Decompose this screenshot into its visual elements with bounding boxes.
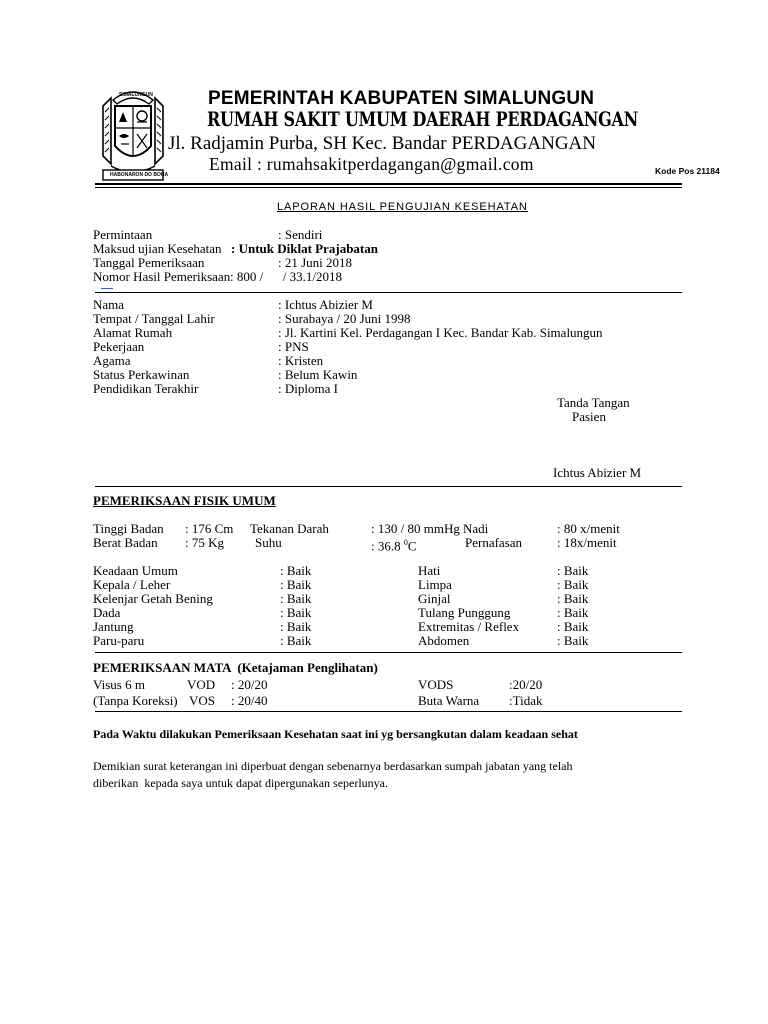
section-divider	[95, 652, 682, 653]
organ-label: Paru-paru	[93, 633, 145, 648]
identity-value: : Surabaya / 20 Juni 1998	[278, 311, 411, 326]
organ-label: Dada	[93, 605, 121, 620]
identity-label: Agama	[93, 353, 131, 368]
organ-value: : Baik	[557, 605, 589, 620]
request-value: : 800 / / 33.1/2018	[230, 269, 342, 284]
organ-value: : Baik	[557, 619, 589, 634]
signature-name: Ichtus Abizier M	[553, 465, 642, 480]
identity-label: Alamat Rumah	[93, 325, 173, 340]
organ-value: : Baik	[557, 591, 589, 606]
organ-label: Hati	[418, 563, 441, 578]
fisik-heading: PEMERIKSAAN FISIK UMUM	[93, 493, 276, 508]
simalungun-emblem-logo	[97, 86, 169, 186]
request-label: Tanggal Pemeriksaan	[93, 255, 205, 270]
letterhead-divider-thin	[95, 187, 682, 188]
request-label: Maksud ujian Kesehatan	[93, 241, 222, 256]
vital-value: : 80 x/menit	[557, 521, 620, 536]
organ-label: Kepala / Leher	[93, 577, 171, 592]
identity-label: Tempat / Tanggal Lahir	[93, 311, 215, 326]
section-divider	[95, 711, 682, 712]
request-value: : 21 Juni 2018	[278, 255, 353, 270]
organ-value: : Baik	[280, 619, 312, 634]
degree-symbol: 0	[403, 538, 408, 547]
organ-label: Abdomen	[418, 633, 470, 648]
identity-value: : Kristen	[278, 353, 324, 368]
request-label: Nomor Hasil Pemeriksaan	[93, 269, 231, 284]
buta-warna-label: Buta Warna	[418, 693, 480, 708]
logo-top-text: SIMALUNGUN	[119, 92, 153, 98]
signature-caption: Tanda Tangan	[557, 395, 630, 410]
vital-label: Nadi	[463, 521, 489, 536]
request-value: : Sendiri	[278, 227, 323, 242]
organ-value: : Baik	[280, 591, 312, 606]
identity-label: Pendidikan Terakhir	[93, 381, 199, 396]
vos-label: VOS	[189, 693, 216, 708]
temperature-unit: C	[407, 538, 417, 554]
organ-label: Extremitas / Reflex	[418, 619, 520, 634]
vital-label: Pernafasan	[465, 535, 523, 550]
header-government: PEMERINTAH KABUPATEN SIMALUNGUN	[208, 88, 595, 109]
logo-bottom-text: HABONARON DO BONA	[110, 172, 169, 178]
header-address: Jl. Radjamin Purba, SH Kec. Bandar PERDAGANGAN	[168, 133, 596, 154]
organ-value: : Baik	[280, 563, 312, 578]
vital-value: : 130 / 80 mmHg	[371, 521, 460, 536]
organ-label: Ginjal	[418, 591, 451, 606]
organ-value: : Baik	[280, 577, 312, 592]
vital-value	[371, 536, 417, 553]
buta-warna-value: :Tidak	[509, 693, 543, 708]
vital-label: Suhu	[255, 535, 282, 550]
vod-label: VOD	[187, 677, 216, 692]
organ-value: : Baik	[557, 577, 589, 592]
vos-value: : 20/40	[231, 693, 268, 708]
letterhead-divider-thick	[95, 183, 682, 185]
vital-value: : 176 Cm	[185, 521, 234, 536]
organ-value: : Baik	[557, 633, 589, 648]
organ-label: Kelenjar Getah Bening	[93, 591, 213, 606]
conclusion-text: Pada Waktu dilakukan Pemeriksaan Kesehatan saat ini yg bersangkutan dalam keadaan sehat	[93, 727, 578, 741]
identity-label: Pekerjaan	[93, 339, 145, 354]
vital-value: : 18x/menit	[557, 535, 617, 550]
header-hospital-name: RUMAH SAKIT UMUM DAERAH PERDAGANGAN	[207, 108, 639, 131]
identity-value: : Jl. Kartini Kel. Perdagangan I Kec. Bandar Kab. Simalungun	[278, 325, 603, 340]
identity-label: Nama	[93, 297, 125, 312]
organ-label: Jantung	[93, 619, 134, 634]
organ-label: Limpa	[418, 577, 452, 592]
vod-value: : 20/20	[231, 677, 268, 692]
identity-value: : Diploma I	[278, 381, 338, 396]
vital-label: Tinggi Badan	[93, 521, 164, 536]
request-value: : Untuk Diklat Prajabatan	[231, 241, 378, 256]
organ-label: Keadaan Umum	[93, 563, 178, 578]
blue-mark	[101, 288, 113, 289]
section-divider	[95, 486, 682, 487]
organ-label: Tulang Punggung	[418, 605, 511, 620]
koreksi-label: (Tanpa Koreksi)	[93, 693, 178, 708]
identity-value: : PNS	[278, 339, 309, 354]
vital-value: : 75 Kg	[185, 535, 224, 550]
closing-text-line1: Demikian surat keterangan ini diperbuat dengan sebenarnya berdasarkan sumpah jabatan yang telah	[93, 759, 573, 773]
request-label: Permintaan	[93, 227, 153, 242]
report-title: LAPORAN HASIL PENGUJIAN KESEHATAN	[277, 201, 528, 213]
vital-label: Berat Badan	[93, 535, 158, 550]
organ-value: : Baik	[557, 563, 589, 578]
signature-caption-patient: Pasien	[572, 409, 606, 424]
vital-label: Tekanan Darah	[250, 521, 329, 536]
organ-value: : Baik	[280, 605, 312, 620]
vods-value: :20/20	[509, 677, 543, 692]
header-postal-code: Kode Pos 21184	[655, 166, 720, 176]
identity-value: : Belum Kawin	[278, 367, 358, 382]
closing-text-line2: diberikan kepada saya untuk dapat dipergunakan seperlunya.	[93, 776, 389, 790]
vods-label: VODS	[418, 677, 454, 692]
identity-value: : Ichtus Abizier M	[278, 297, 373, 312]
temperature-value: : 36.8	[371, 538, 404, 554]
identity-label: Status Perkawinan	[93, 367, 190, 382]
section-divider	[95, 292, 682, 293]
mata-heading: PEMERIKSAAN MATA (Ketajaman Penglihatan)	[93, 660, 378, 675]
organ-value: : Baik	[280, 633, 312, 648]
header-email: Email : rumahsakitperdagangan@gmail.com	[209, 154, 534, 174]
visus-label: Visus 6 m	[93, 677, 145, 692]
